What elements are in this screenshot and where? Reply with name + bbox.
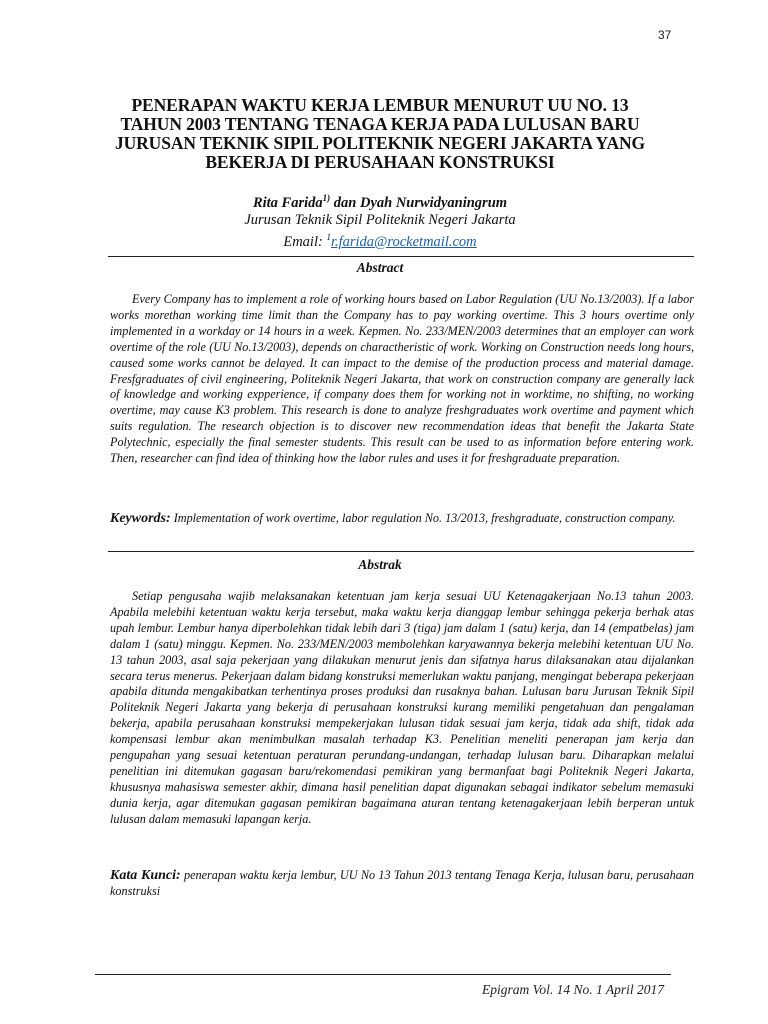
divider xyxy=(108,551,694,552)
journal-footer: Epigram Vol. 14 No. 1 April 2017 xyxy=(482,982,665,997)
email-marker: 1 xyxy=(326,231,331,242)
author-block xyxy=(90,190,670,251)
keywords-text: Implementation of work overtime, labor regulation No. 13/2013, freshgraduate, construction company. xyxy=(170,511,676,525)
author-line xyxy=(90,190,670,212)
kata-kunci-text: penerapan waktu kerja lembur, UU No 13 Tahun 2013 tentang Tenaga Kerja, lulusan baru, perusahaan konstruksi xyxy=(110,868,694,898)
abstract-body: Every Company has to implement a role of working hours based on Labor Regulation (UU No.13/2003). If a labor works morethan working time limit than the Company has to pay working overtime. This 3 hours overtime only implemented in a workday or 14 hours in a week. Kepmen. No. 233/MEN/2003 determines that an employer can work overtime of the role (UU No.13/2003), depends on charactheristic of work. Working on Construction needs long hours, caused some works cannot be delayed. It can impact to the demise of the production process and material damage. Fresfgraduates of civil engineering, Politeknik Negeri Jakarta, that work on construction company are generally lack of knowledge and working expperience, if company does them for working not in worktime, no shifting, no working overtime, may cause K3 problem. This research is done to analyze freshgraduates work overtime and payment which suits regulation. The research objection is to discover new recommendation ideas that benefit the Jakarta State Polytechnic, especially the final semester students. This result can be used to as information before entering work. Then, researcher can find idea of thinking how the labor rules and uses it for freshgraduate preparation. xyxy=(110,292,694,466)
email-link[interactable]: r.farida@rocketmail.com xyxy=(330,233,477,250)
title-line: BEKERJA DI PERUSAHAAN KONSTRUKSI xyxy=(205,152,555,172)
kata-kunci-label: Kata Kunci: xyxy=(110,868,181,883)
email-line xyxy=(90,229,670,251)
page-number: 37 xyxy=(658,28,672,42)
divider xyxy=(108,256,694,257)
title-line: TAHUN 2003 TENTANG TENAGA KERJA PADA LULUSAN BARU xyxy=(120,114,640,134)
author-name: Rita Farida xyxy=(252,194,323,211)
kata-kunci xyxy=(110,868,694,900)
title-line: JURUSAN TEKNIK SIPIL POLITEKNIK NEGERI JAKARTA YANG xyxy=(114,133,646,153)
author-connector: dan xyxy=(330,194,360,211)
author-name: Dyah Nurwidyaningrum xyxy=(359,194,508,211)
title-line: PENERAPAN WAKTU KERJA LEMBUR MENURUT UU NO. 13 xyxy=(131,95,629,115)
footer-divider xyxy=(95,974,671,975)
keywords-label: Keywords: xyxy=(110,511,171,526)
author-affiliation-marker: 1) xyxy=(322,193,331,203)
abstract-heading: Abstract xyxy=(356,260,404,275)
affiliation: Jurusan Teknik Sipil Politeknik Negeri Jakarta xyxy=(244,211,516,228)
abstrak-heading: Abstrak xyxy=(358,557,402,572)
paper-title xyxy=(90,96,670,172)
email-label: Email: xyxy=(283,233,327,250)
abstrak-body: Setiap pengusaha wajib melaksanakan ketentuan jam kerja sesuai UU Ketenagakerjaan No.13 tahun 2003. Apabila melebihi ketentuan waktu kerja tersebut, maka waktu kerja dianggap lembur sehingga pekerja berhak atas upah lembur. Lembur hanya diperbolehkan tidak lebih dari 3 (tiga) jam dalam 1 (satu) kerja, dan 14 (empatbelas) jam dalam 1 (satu) minggu. Kepmen. No. 233/MEN/2003 membolehkan karyawannya bekerja melebihi ketentuan UU No. 13 tahun 2003, asal saja pekerjaan yang dilakukan menurut jenis dan sifatnya harus dilaksanakan atau dijalankan secara terus menerus. Pekerjaan dalam bidang konstruksi memerlukan waktu panjang, mengingat beberapa pekerjaan apabila ditunda mengakibatkan terhentinya proses produksi dan rusaknya bahan. Lulusan baru Jurusan Teknik Sipil Politeknik Negeri Jakarta yang bekerja di perusahaan konstruksi kurang memiliki pengetahuan dan pengalaman bekerja, apabila perusahaan konstruksi mempekerjakan lulusan tidak sesuai jam kerja, tidak ada shift, tidak ada kompensasi lembur akan menimbulkan masalah terhadap K3. Penelitian meneliti penerapan jam kerja dan pengupahan yang sesuai ketentuan peraturan perundang-undangan, terhadap lulusan baru. Diharapkan melalui penelitian ini ditemukan gagasan baru/rekomendasi pemikiran yang bermanfaat bagi Politeknik Negeri Jakarta, khususnya mahasiswa semester akhir, dimana hasil penelitian dapat digunakan sebagai indikator sebelum memasuki dunia kerja, agar ditemukan gagasan pemikiran bagaimana aturan tentang ketenagakerjaan lebih berperan untuk lulusan dalam memasuki lapangan kerja. xyxy=(110,589,694,826)
keywords xyxy=(110,511,694,527)
